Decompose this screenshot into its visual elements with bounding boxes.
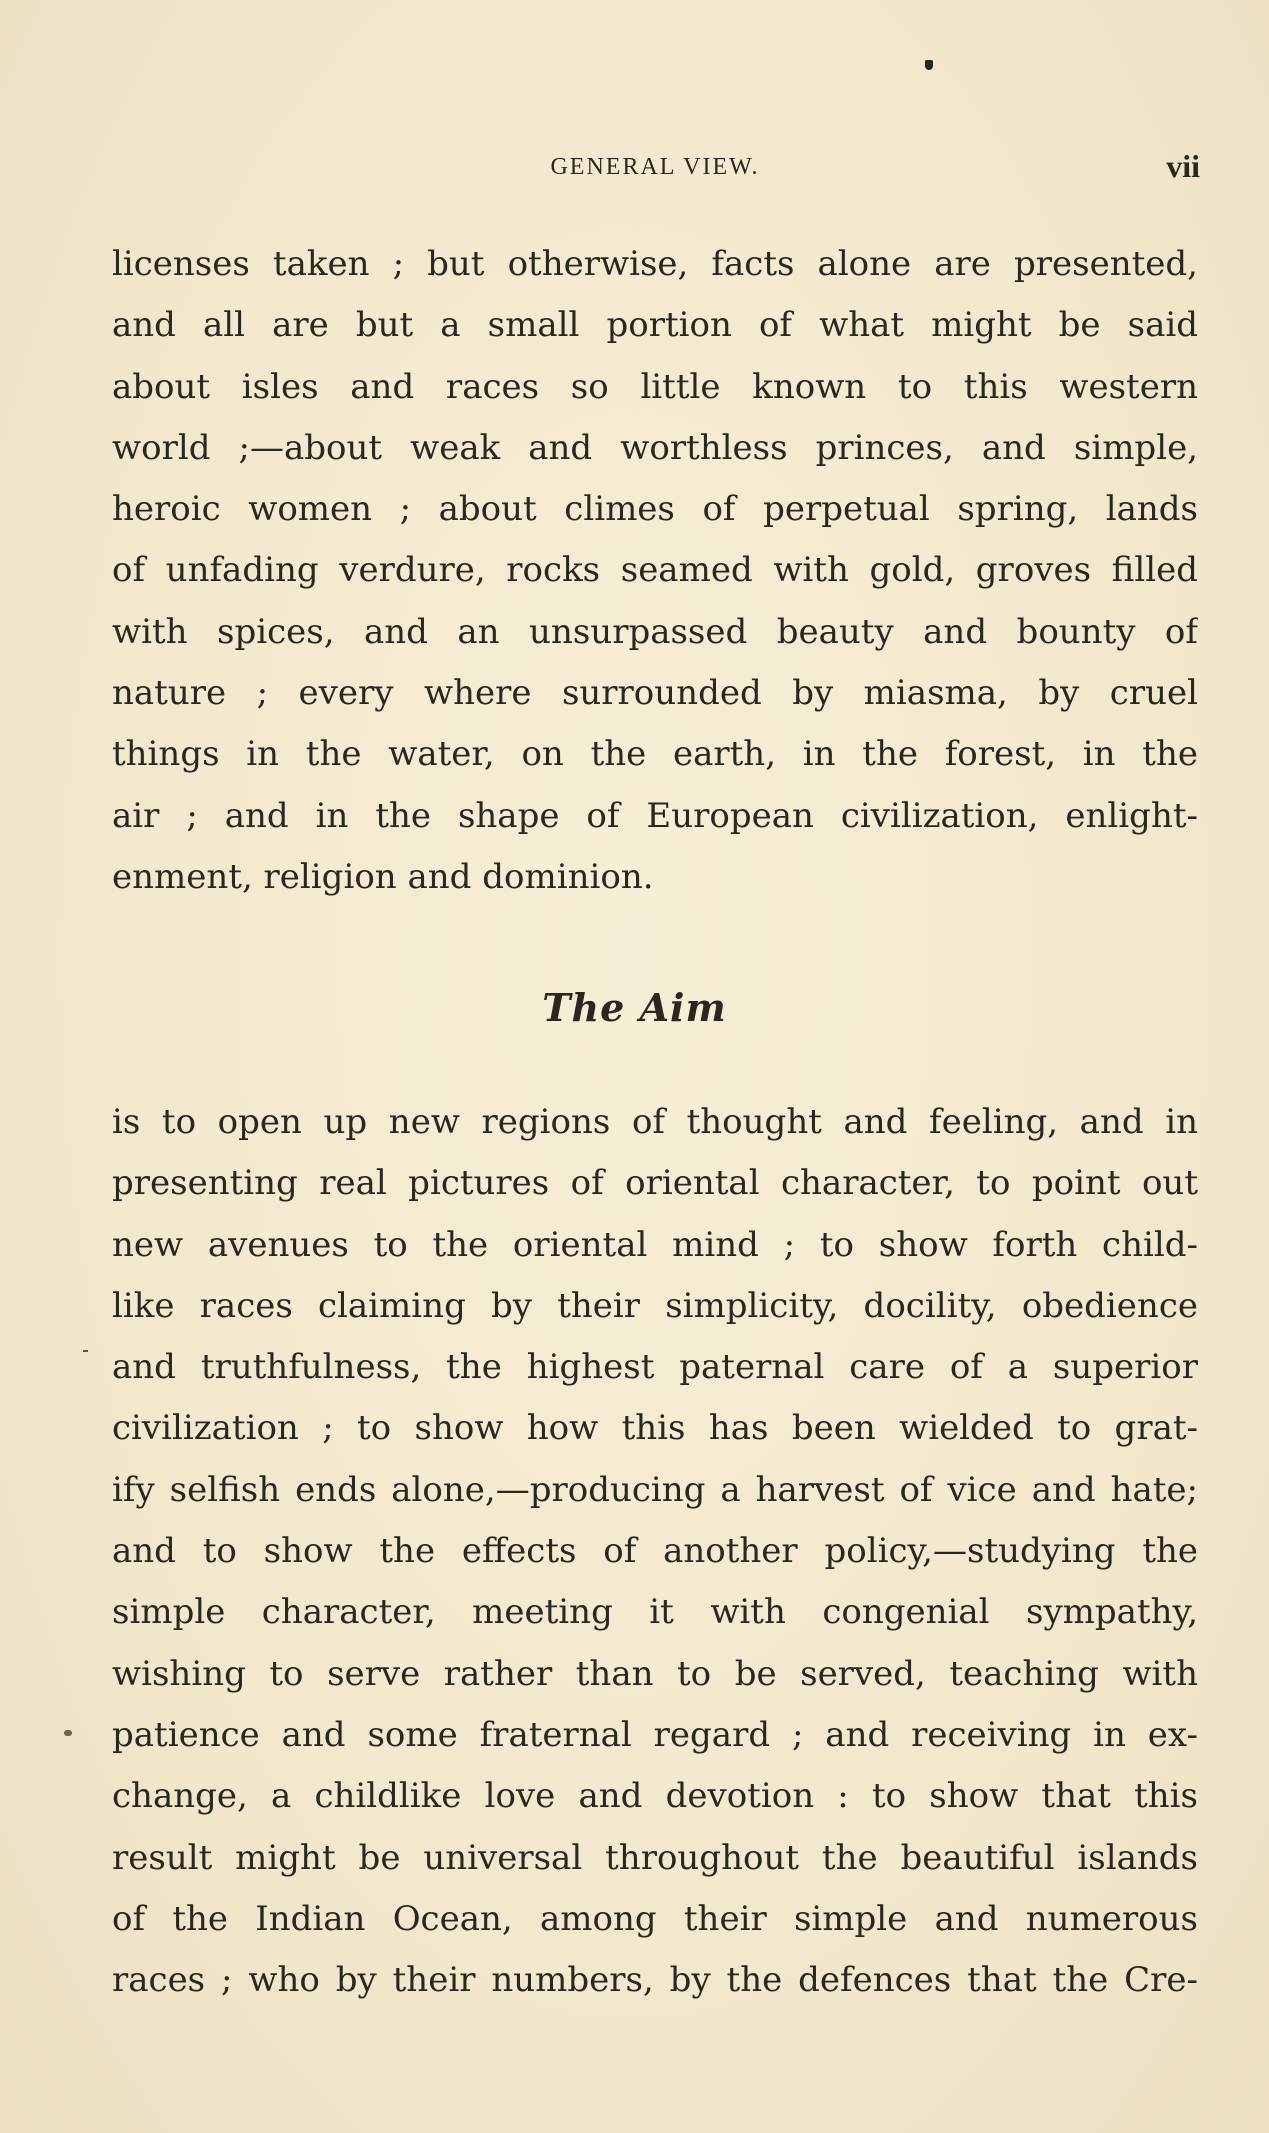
- text-line: about isles and races so little known to this western: [112, 366, 1198, 407]
- text-line: result might be universal throughout the beautiful islands: [112, 1837, 1198, 1878]
- running-head: [110, 148, 1200, 188]
- text-line: licenses taken ; but otherwise, facts alone are presented,: [112, 244, 1198, 284]
- text-line: and all are but a small portion of what might be said: [112, 305, 1198, 346]
- text-line: races ; who by their numbers, by the defences that the Cre-: [112, 1960, 1198, 2001]
- section-heading: The Aim: [542, 985, 727, 1030]
- text-line: with spices, and an unsurpassed beauty and bounty of: [112, 611, 1198, 652]
- text-line: of the Indian Ocean, among their simple and numerous: [112, 1898, 1198, 1939]
- text-line: simple character, meeting it with congenial sympathy,: [112, 1592, 1198, 1633]
- text-line: change, a childlike love and devotion : to show that this: [112, 1776, 1198, 1817]
- text-line: of unfading verdure, rocks seamed with gold, groves filled: [112, 550, 1198, 591]
- running-title: GENERAL VIEW.: [550, 154, 760, 180]
- text-line: enment, religion and dominion.: [112, 856, 654, 897]
- text-line: and truthfulness, the highest paternal care of a superior: [112, 1347, 1198, 1388]
- text-line: world ;—about weak and worthless princes, and simple,: [112, 427, 1198, 468]
- ink-mark: [925, 60, 933, 70]
- paragraph-2: [112, 1092, 1198, 2011]
- text-line: is to open up new regions of thought and feeling, and in: [112, 1102, 1198, 1142]
- margin-speck: [83, 1350, 88, 1352]
- text-line: nature ; every where surrounded by miasma, by cruel: [112, 673, 1198, 714]
- text-line: presenting real pictures of oriental character, to point out: [112, 1163, 1198, 1204]
- text-line: ify selfish ends alone,—producing a harvest of vice and hate;: [112, 1469, 1198, 1510]
- page-number: vii: [1166, 148, 1200, 184]
- text-line: wishing to serve rather than to be served, teaching with: [112, 1653, 1198, 1694]
- text-line: heroic women ; about climes of perpetual spring, lands: [112, 489, 1198, 530]
- paragraph-1: [112, 234, 1198, 908]
- text-line: things in the water, on the earth, in the forest, in the: [112, 734, 1198, 775]
- margin-speck: [64, 1730, 72, 1736]
- text-line: patience and some fraternal regard ; and receiving in ex-: [112, 1714, 1198, 1755]
- text-line: civilization ; to show how this has been wielded to grat-: [112, 1408, 1198, 1449]
- text-line: new avenues to the oriental mind ; to show forth child-: [112, 1224, 1198, 1265]
- text-line: and to show the effects of another policy,—studying the: [112, 1531, 1198, 1572]
- text-line: air ; and in the shape of European civilization, enlight-: [112, 795, 1198, 836]
- text-line: like races claiming by their simplicity, docility, obedience: [112, 1285, 1198, 1326]
